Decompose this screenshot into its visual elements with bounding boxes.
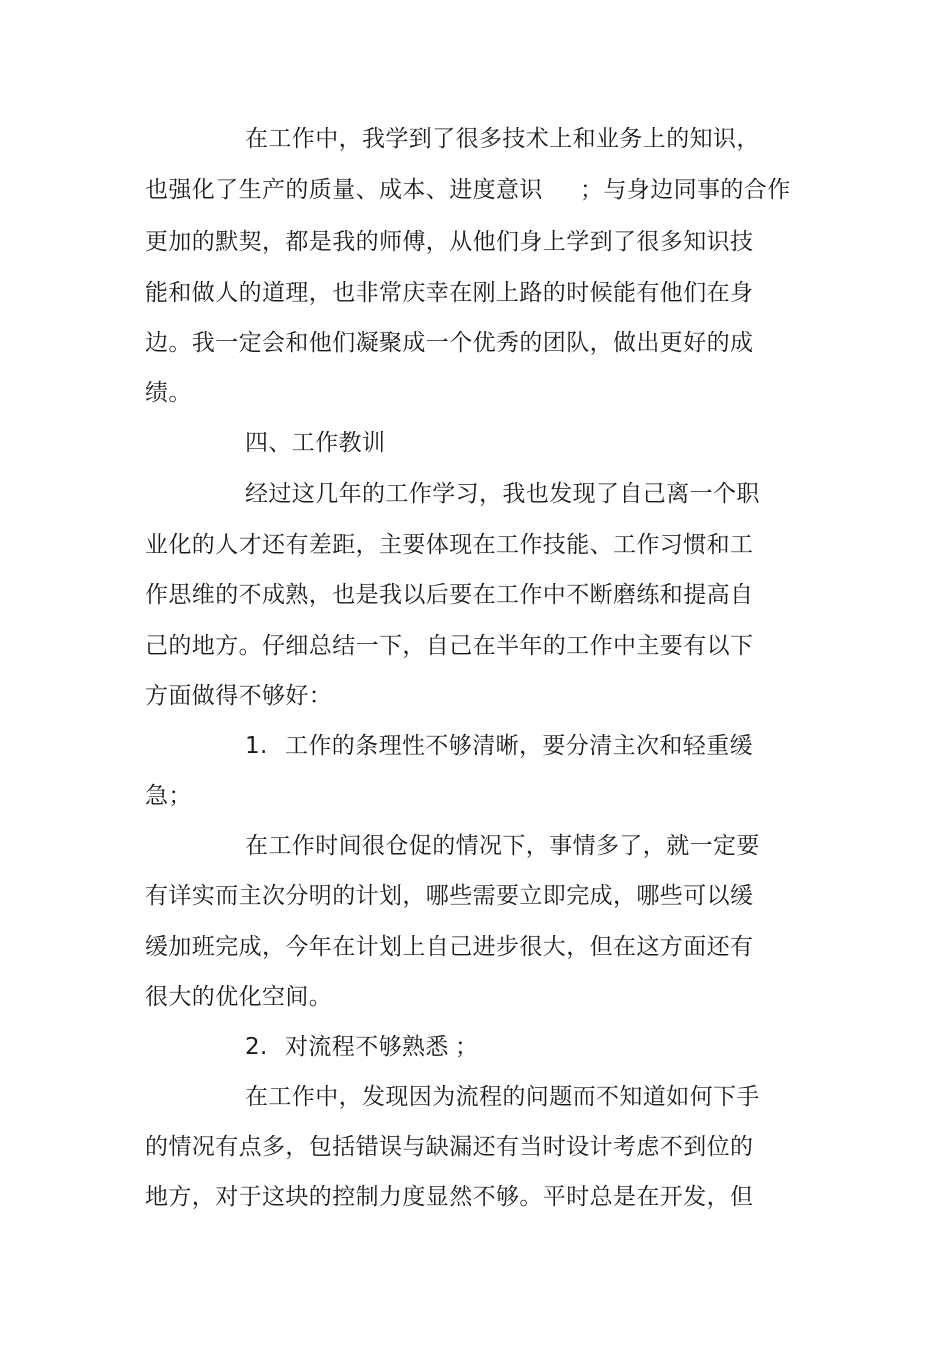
paragraph-line: 作思维的不成熟，也是我以后要在工作中不断磨练和提高自 [145,582,754,608]
paragraph-line: 也强化了生产的质量、成本、进度意识 [145,177,543,203]
paragraph-line: 业化的人才还有差距，主要体现在工作技能、工作习惯和工 [145,532,754,558]
paragraph-line: 绩。 [145,380,192,406]
list-item-text: ； [455,1034,479,1060]
list-item-text: 工作的条理性不够清晰，要分清主次和轻重缓 [285,733,753,759]
paragraph-line: 方面做得不够好： [145,683,333,709]
paragraph-line: ；与身边同事的合作 [580,177,791,203]
paragraph-line: 的情况有点多，包括错误与缺漏还有当时设计考虑不到位的 [145,1134,754,1160]
paragraph-line: 更加的默契，都是我的师傅，从他们身上学到了很多知识技 [145,229,754,255]
list-item-number: 1. [245,733,268,759]
list-item-text: 对流程不够熟悉 [285,1034,449,1060]
paragraph-line: 在工作中，发现因为流程的问题而不知道如何下手 [245,1084,760,1110]
paragraph-line: 在工作时间很仓促的情况下，事情多了，就一定要 [245,833,760,859]
paragraph-line: 边。我一定会和他们凝聚成一个优秀的团队，做出更好的成 [145,330,754,356]
paragraph-line: 经过这几年的工作学习，我也发现了自己离一个职 [245,481,760,507]
paragraph-line: 地方，对于这块的控制力度显然不够。平时总是在开发，但 [145,1184,754,1210]
paragraph-line: 能和做人的道理，也非常庆幸在刚上路的时候能有他们在身 [145,280,754,306]
paragraph-line: 缓加班完成，今年在计划上自己进步很大，但在这方面还有 [145,934,754,960]
section-heading: 四、工作教训 [245,430,386,456]
paragraph-line: 己的地方。仔细总结一下，自己在半年的工作中主要有以下 [145,633,754,659]
paragraph-line: 很大的优化空间。 [145,984,333,1010]
list-item-text: 急； [145,783,192,809]
paragraph-line: 有详实而主次分明的计划，哪些需要立即完成，哪些可以缓 [145,883,754,909]
paragraph-line: 在工作中，我学到了很多技术上和业务上的知识， [245,126,760,152]
list-item-number: 2. [245,1034,268,1060]
